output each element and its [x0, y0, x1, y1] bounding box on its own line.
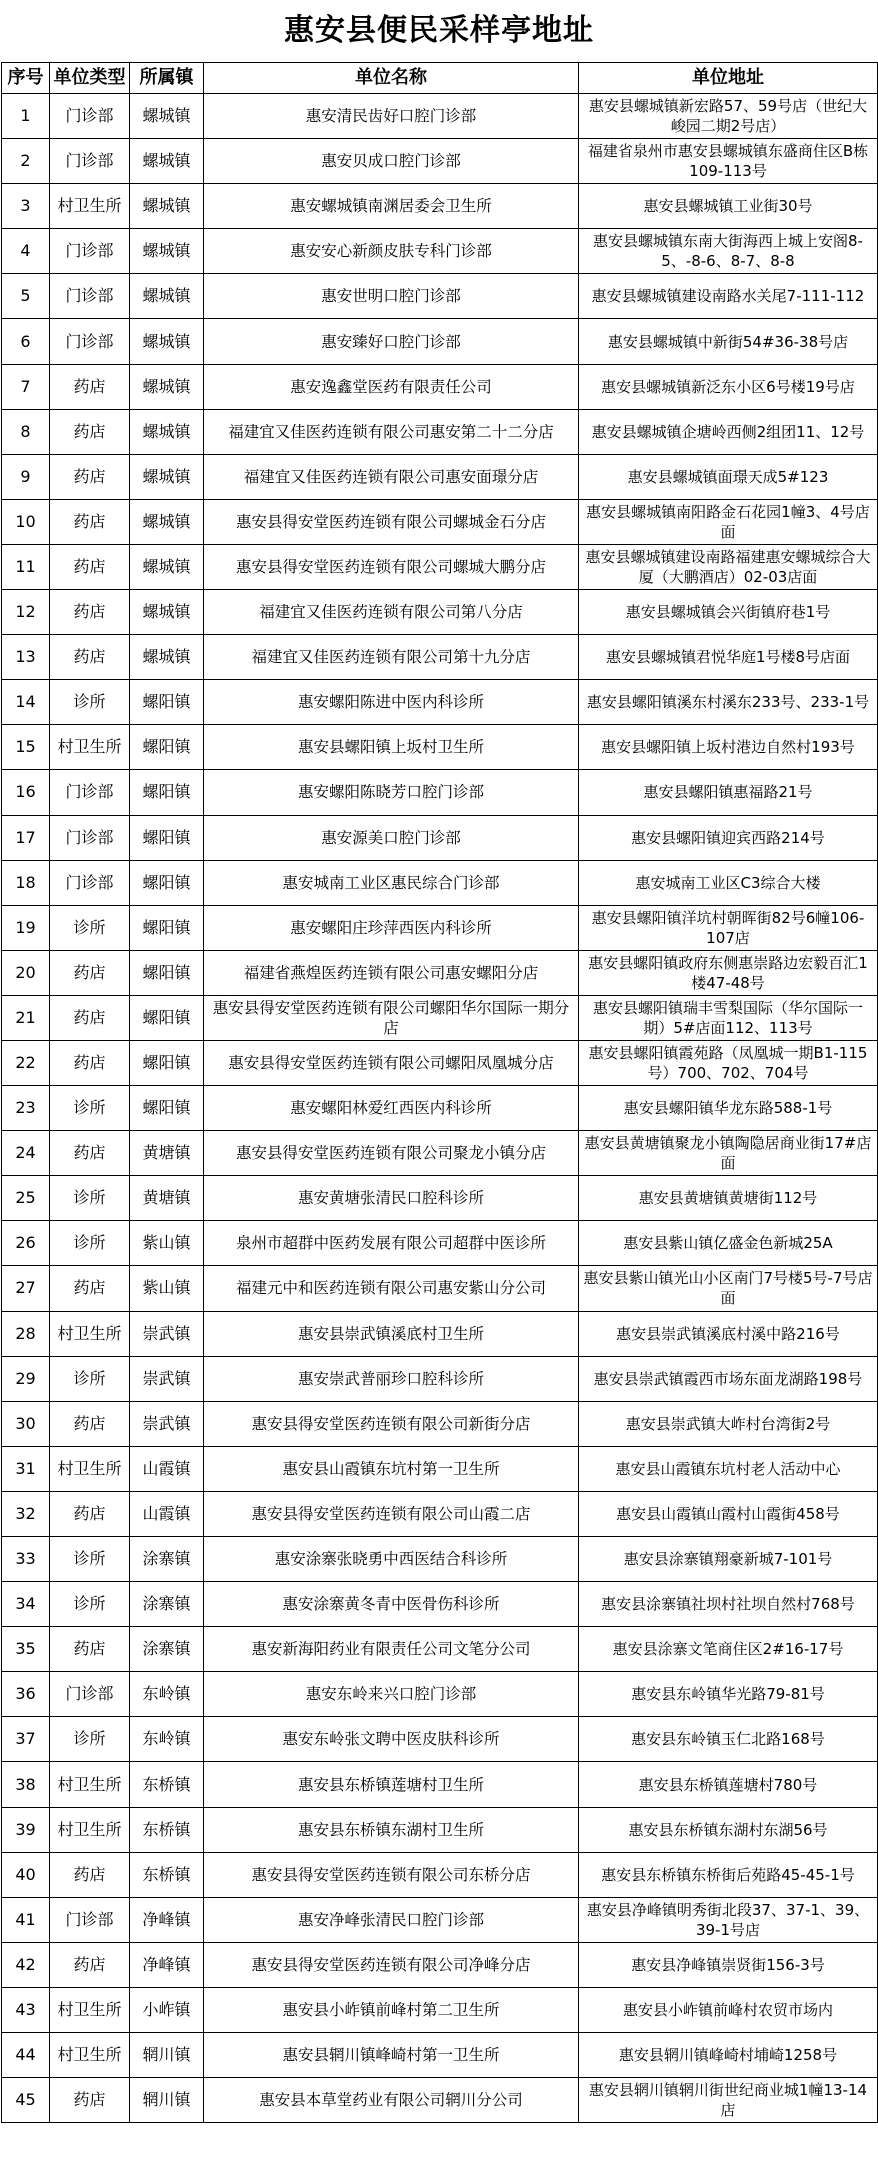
- cell-unit-name: 福建宜又佳医药连锁有限公司第十九分店: [204, 635, 579, 680]
- cell-index: 44: [2, 2033, 50, 2078]
- cell-unit-address: 惠安县螺阳镇溪东村溪东233号、233-1号: [579, 680, 878, 725]
- cell-unit-address: 惠安县螺城镇建设南路福建惠安螺城综合大厦（大鹏酒店）02-03店面: [579, 544, 878, 589]
- table-row: [2, 1582, 878, 1627]
- cell-unit-type: 药店: [50, 499, 130, 544]
- table-row: [2, 499, 878, 544]
- cell-town: 螺城镇: [130, 409, 204, 454]
- cell-town: 螺城镇: [130, 544, 204, 589]
- table-row: [2, 1086, 878, 1131]
- table-row: [2, 1311, 878, 1356]
- cell-town: 螺阳镇: [130, 995, 204, 1040]
- cell-town: 螺阳镇: [130, 1040, 204, 1085]
- cell-unit-type: 药店: [50, 544, 130, 589]
- cell-unit-name: 惠安黄塘张清民口腔科诊所: [204, 1176, 579, 1221]
- cell-index: 13: [2, 635, 50, 680]
- cell-unit-address: 惠安县崇武镇霞西市场东面龙湖路198号: [579, 1356, 878, 1401]
- table-row: [2, 1852, 878, 1897]
- cell-unit-type: 药店: [50, 1401, 130, 1446]
- cell-town: 山霞镇: [130, 1491, 204, 1536]
- cell-town: 螺阳镇: [130, 770, 204, 815]
- cell-unit-address: 惠安县东桥镇莲塘村780号: [579, 1762, 878, 1807]
- cell-unit-name: 惠安县辋川镇峰崎村第一卫生所: [204, 2033, 579, 2078]
- cell-unit-name: 惠安县崇武镇溪底村卫生所: [204, 1311, 579, 1356]
- table-row: [2, 1942, 878, 1987]
- table-row: [2, 1672, 878, 1717]
- table-row: [2, 905, 878, 950]
- cell-unit-type: 村卫生所: [50, 2033, 130, 2078]
- cell-unit-address: 惠安县小岞镇前峰村农贸市场内: [579, 1987, 878, 2032]
- header-town: 所属镇: [130, 63, 204, 94]
- cell-unit-type: 药店: [50, 409, 130, 454]
- cell-unit-type: 门诊部: [50, 94, 130, 139]
- table-row: [2, 1266, 878, 1311]
- cell-unit-address: 惠安县螺阳镇惠福路21号: [579, 770, 878, 815]
- cell-unit-address: 惠安县螺阳镇洋坑村朝晖街82号6幢106-107店: [579, 905, 878, 950]
- cell-index: 17: [2, 815, 50, 860]
- cell-unit-name: 惠安县得安堂医药连锁有限公司螺城大鹏分店: [204, 544, 579, 589]
- cell-town: 螺城镇: [130, 94, 204, 139]
- table-row: [2, 1717, 878, 1762]
- cell-index: 24: [2, 1131, 50, 1176]
- cell-index: 32: [2, 1491, 50, 1536]
- cell-town: 净峰镇: [130, 1897, 204, 1942]
- cell-unit-type: 药店: [50, 1491, 130, 1536]
- cell-unit-type: 诊所: [50, 905, 130, 950]
- cell-unit-type: 门诊部: [50, 860, 130, 905]
- cell-index: 43: [2, 1987, 50, 2032]
- cell-unit-type: 村卫生所: [50, 1762, 130, 1807]
- table-row: [2, 139, 878, 184]
- cell-town: 螺阳镇: [130, 905, 204, 950]
- cell-unit-type: 药店: [50, 454, 130, 499]
- cell-index: 12: [2, 590, 50, 635]
- cell-unit-address: 惠安县崇武镇溪底村溪中路216号: [579, 1311, 878, 1356]
- cell-index: 16: [2, 770, 50, 815]
- cell-unit-address: 惠安县山霞镇东坑村老人活动中心: [579, 1446, 878, 1491]
- cell-unit-address: 惠安县净峰镇明秀街北段37、37-1、39、39-1号店: [579, 1897, 878, 1942]
- cell-unit-name: 惠安县山霞镇东坑村第一卫生所: [204, 1446, 579, 1491]
- cell-town: 东桥镇: [130, 1807, 204, 1852]
- cell-unit-type: 诊所: [50, 1717, 130, 1762]
- cell-index: 10: [2, 499, 50, 544]
- cell-unit-type: 门诊部: [50, 815, 130, 860]
- cell-index: 4: [2, 229, 50, 274]
- cell-unit-address: 惠安县涂寨镇翔豪新城7-101号: [579, 1537, 878, 1582]
- cell-unit-type: 村卫生所: [50, 1311, 130, 1356]
- table-row: [2, 1807, 878, 1852]
- cell-town: 螺阳镇: [130, 860, 204, 905]
- cell-unit-name: 惠安县得安堂医药连锁有限公司东桥分店: [204, 1852, 579, 1897]
- cell-index: 37: [2, 1717, 50, 1762]
- cell-town: 螺城镇: [130, 364, 204, 409]
- cell-town: 东岭镇: [130, 1717, 204, 1762]
- cell-town: 净峰镇: [130, 1942, 204, 1987]
- cell-unit-name: 惠安县得安堂医药连锁有限公司山霞二店: [204, 1491, 579, 1536]
- cell-unit-type: 村卫生所: [50, 1446, 130, 1491]
- cell-town: 螺阳镇: [130, 950, 204, 995]
- cell-index: 21: [2, 995, 50, 1040]
- cell-unit-type: 村卫生所: [50, 725, 130, 770]
- cell-index: 23: [2, 1086, 50, 1131]
- cell-index: 15: [2, 725, 50, 770]
- cell-index: 36: [2, 1672, 50, 1717]
- header-unit-name: 单位名称: [204, 63, 579, 94]
- cell-unit-type: 药店: [50, 364, 130, 409]
- header-index: 序号: [2, 63, 50, 94]
- cell-town: 黄塘镇: [130, 1131, 204, 1176]
- cell-unit-type: 村卫生所: [50, 1807, 130, 1852]
- cell-unit-address: 惠安县东桥镇东桥街后苑路45-45-1号: [579, 1852, 878, 1897]
- cell-town: 螺城镇: [130, 139, 204, 184]
- table-header-row: [2, 63, 878, 94]
- cell-unit-address: 惠安县辋川镇辋川街世纪商业城1幢13-14店: [579, 2078, 878, 2123]
- table-row: [2, 950, 878, 995]
- cell-unit-name: 惠安东岭来兴口腔门诊部: [204, 1672, 579, 1717]
- cell-unit-address: 惠安县螺阳镇华龙东路588-1号: [579, 1086, 878, 1131]
- cell-unit-type: 药店: [50, 2078, 130, 2123]
- cell-town: 山霞镇: [130, 1446, 204, 1491]
- cell-town: 涂寨镇: [130, 1582, 204, 1627]
- cell-unit-type: 门诊部: [50, 1897, 130, 1942]
- cell-town: 螺城镇: [130, 274, 204, 319]
- cell-town: 紫山镇: [130, 1221, 204, 1266]
- cell-unit-type: 诊所: [50, 1086, 130, 1131]
- cell-index: 14: [2, 680, 50, 725]
- cell-unit-type: 门诊部: [50, 139, 130, 184]
- table-row: [2, 454, 878, 499]
- cell-unit-type: 药店: [50, 1131, 130, 1176]
- cell-unit-name: 惠安涂寨黄冬青中医骨伤科诊所: [204, 1582, 579, 1627]
- cell-index: 33: [2, 1537, 50, 1582]
- cell-unit-name: 惠安县得安堂医药连锁有限公司聚龙小镇分店: [204, 1131, 579, 1176]
- table-row: [2, 544, 878, 589]
- cell-town: 螺城镇: [130, 635, 204, 680]
- cell-unit-type: 药店: [50, 590, 130, 635]
- table-row: [2, 184, 878, 229]
- table-row: [2, 1491, 878, 1536]
- cell-town: 辋川镇: [130, 2033, 204, 2078]
- cell-unit-name: 惠安臻好口腔门诊部: [204, 319, 579, 364]
- cell-town: 崇武镇: [130, 1311, 204, 1356]
- cell-unit-address: 惠安县螺城镇君悦华庭1号楼8号店面: [579, 635, 878, 680]
- cell-index: 6: [2, 319, 50, 364]
- cell-unit-address: 福建省泉州市惠安县螺城镇东盛商住区B栋109-113号: [579, 139, 878, 184]
- cell-town: 螺城镇: [130, 499, 204, 544]
- cell-unit-address: 惠安县螺城镇企塘岭西侧2组团11、12号: [579, 409, 878, 454]
- cell-unit-name: 惠安源美口腔门诊部: [204, 815, 579, 860]
- cell-unit-address: 惠安县螺城镇新宏路57、59号店（世纪大峻园二期2号店）: [579, 94, 878, 139]
- table-row: [2, 1987, 878, 2032]
- cell-town: 东桥镇: [130, 1852, 204, 1897]
- cell-index: 2: [2, 139, 50, 184]
- cell-unit-address: 惠安城南工业区C3综合大楼: [579, 860, 878, 905]
- cell-index: 31: [2, 1446, 50, 1491]
- cell-unit-address: 惠安县崇武镇大岞村台湾街2号: [579, 1401, 878, 1446]
- cell-unit-type: 门诊部: [50, 770, 130, 815]
- table-row: [2, 680, 878, 725]
- cell-unit-address: 惠安县螺城镇工业街30号: [579, 184, 878, 229]
- cell-index: 8: [2, 409, 50, 454]
- cell-index: 3: [2, 184, 50, 229]
- cell-index: 41: [2, 1897, 50, 1942]
- cell-unit-address: 惠安县螺城镇建设南路水关尾7-111-112: [579, 274, 878, 319]
- cell-unit-type: 诊所: [50, 1221, 130, 1266]
- cell-unit-type: 诊所: [50, 1582, 130, 1627]
- cell-unit-address: 惠安县螺城镇中新街54#36-38号店: [579, 319, 878, 364]
- cell-unit-address: 惠安县紫山镇亿盛金色新城25A: [579, 1221, 878, 1266]
- cell-unit-type: 药店: [50, 995, 130, 1040]
- cell-index: 22: [2, 1040, 50, 1085]
- table-row: [2, 1401, 878, 1446]
- cell-town: 螺城镇: [130, 590, 204, 635]
- table-row: [2, 860, 878, 905]
- cell-unit-address: 惠安县黄塘镇聚龙小镇陶隐居商业街17#店面: [579, 1131, 878, 1176]
- table-row: [2, 274, 878, 319]
- cell-unit-address: 惠安县东岭镇玉仁北路168号: [579, 1717, 878, 1762]
- cell-unit-name: 惠安县小岞镇前峰村第二卫生所: [204, 1987, 579, 2032]
- cell-unit-name: 惠安县得安堂医药连锁有限公司螺阳华尔国际一期分店: [204, 995, 579, 1040]
- cell-unit-type: 药店: [50, 1852, 130, 1897]
- cell-town: 涂寨镇: [130, 1537, 204, 1582]
- cell-unit-name: 福建宜又佳医药连锁有限公司惠安面璟分店: [204, 454, 579, 499]
- cell-unit-name: 惠安县得安堂医药连锁有限公司新街分店: [204, 1401, 579, 1446]
- cell-index: 30: [2, 1401, 50, 1446]
- cell-unit-address: 惠安县螺城镇东南大街海西上城上安阁8-5、-8-6、8-7、8-8: [579, 229, 878, 274]
- table-row: [2, 94, 878, 139]
- cell-unit-address: 惠安县螺阳镇政府东侧惠崇路边宏毅百汇1楼47-48号: [579, 950, 878, 995]
- cell-town: 东桥镇: [130, 1762, 204, 1807]
- cell-unit-type: 门诊部: [50, 229, 130, 274]
- cell-unit-address: 惠安县涂寨镇社坝村社坝自然村768号: [579, 1582, 878, 1627]
- cell-unit-name: 泉州市超群中医药发展有限公司超群中医诊所: [204, 1221, 579, 1266]
- cell-unit-name: 惠安东岭张文聘中医皮肤科诊所: [204, 1717, 579, 1762]
- cell-unit-name: 福建宜又佳医药连锁有限公司第八分店: [204, 590, 579, 635]
- cell-unit-type: 村卫生所: [50, 184, 130, 229]
- cell-unit-name: 惠安崇武普丽珍口腔科诊所: [204, 1356, 579, 1401]
- cell-unit-name: 惠安逸鑫堂医药有限责任公司: [204, 364, 579, 409]
- cell-unit-name: 惠安县螺阳镇上坂村卫生所: [204, 725, 579, 770]
- table-row: [2, 319, 878, 364]
- cell-index: 26: [2, 1221, 50, 1266]
- cell-index: 18: [2, 860, 50, 905]
- cell-unit-address: 惠安县螺阳镇瑞丰雪梨国际（华尔国际一期）5#店面112、113号: [579, 995, 878, 1040]
- table-row: [2, 1627, 878, 1672]
- table-row: [2, 995, 878, 1040]
- cell-unit-name: 惠安安心新颜皮肤专科门诊部: [204, 229, 579, 274]
- cell-unit-type: 药店: [50, 1266, 130, 1311]
- page-title: 惠安县便民采样亭地址: [284, 13, 594, 48]
- table-row: [2, 1040, 878, 1085]
- cell-town: 崇武镇: [130, 1356, 204, 1401]
- cell-index: 35: [2, 1627, 50, 1672]
- cell-unit-name: 惠安县得安堂医药连锁有限公司螺阳凤凰城分店: [204, 1040, 579, 1085]
- cell-unit-name: 惠安县东桥镇莲塘村卫生所: [204, 1762, 579, 1807]
- cell-unit-address: 惠安县螺阳镇迎宾西路214号: [579, 815, 878, 860]
- cell-index: 5: [2, 274, 50, 319]
- table-row: [2, 815, 878, 860]
- cell-unit-type: 诊所: [50, 1537, 130, 1582]
- cell-unit-address: 惠安县螺阳镇上坂村港边自然村193号: [579, 725, 878, 770]
- cell-index: 19: [2, 905, 50, 950]
- cell-unit-type: 药店: [50, 1627, 130, 1672]
- cell-unit-type: 门诊部: [50, 319, 130, 364]
- cell-unit-name: 惠安净峰张清民口腔门诊部: [204, 1897, 579, 1942]
- cell-unit-address: 惠安县东桥镇东湖村东湖56号: [579, 1807, 878, 1852]
- cell-unit-name: 惠安贝成口腔门诊部: [204, 139, 579, 184]
- cell-unit-address: 惠安县螺城镇南阳路金石花园1幢3、4号店面: [579, 499, 878, 544]
- cell-unit-address: 惠安县东岭镇华光路79-81号: [579, 1672, 878, 1717]
- cell-unit-type: 药店: [50, 1942, 130, 1987]
- header-unit-address: 单位地址: [579, 63, 878, 94]
- cell-index: 45: [2, 2078, 50, 2123]
- cell-index: 34: [2, 1582, 50, 1627]
- table-row: [2, 2033, 878, 2078]
- table-row: [2, 635, 878, 680]
- table-row: [2, 1131, 878, 1176]
- cell-index: 42: [2, 1942, 50, 1987]
- table-row: [2, 590, 878, 635]
- table-row: [2, 1762, 878, 1807]
- cell-unit-name: 惠安县东桥镇东湖村卫生所: [204, 1807, 579, 1852]
- header-unit-type: 单位类型: [50, 63, 130, 94]
- cell-unit-address: 惠安县净峰镇崇贤街156-3号: [579, 1942, 878, 1987]
- cell-unit-name: 惠安螺城镇南渊居委会卫生所: [204, 184, 579, 229]
- cell-town: 螺城镇: [130, 454, 204, 499]
- cell-town: 涂寨镇: [130, 1627, 204, 1672]
- cell-index: 29: [2, 1356, 50, 1401]
- cell-index: 7: [2, 364, 50, 409]
- cell-town: 辋川镇: [130, 2078, 204, 2123]
- cell-unit-name: 惠安县本草堂药业有限公司辋川分公司: [204, 2078, 579, 2123]
- table-row: [2, 770, 878, 815]
- cell-unit-type: 药店: [50, 1040, 130, 1085]
- table-row: [2, 229, 878, 274]
- cell-unit-address: 惠安县紫山镇光山小区南门7号楼5号-7号店面: [579, 1266, 878, 1311]
- table-row: [2, 409, 878, 454]
- cell-unit-name: 福建元中和医药连锁有限公司惠安紫山分公司: [204, 1266, 579, 1311]
- cell-unit-type: 村卫生所: [50, 1987, 130, 2032]
- cell-town: 紫山镇: [130, 1266, 204, 1311]
- cell-unit-address: 惠安县螺阳镇霞苑路（凤凰城一期B1-115号）700、702、704号: [579, 1040, 878, 1085]
- cell-unit-address: 惠安县螺城镇面璟天成5#123: [579, 454, 878, 499]
- table-row: [2, 1897, 878, 1942]
- table-row: [2, 364, 878, 409]
- cell-index: 20: [2, 950, 50, 995]
- cell-unit-name: 福建宜又佳医药连锁有限公司惠安第二十二分店: [204, 409, 579, 454]
- cell-unit-address: 惠安县山霞镇山霞村山霞街458号: [579, 1491, 878, 1536]
- cell-unit-name: 惠安世明口腔门诊部: [204, 274, 579, 319]
- cell-index: 28: [2, 1311, 50, 1356]
- cell-town: 崇武镇: [130, 1401, 204, 1446]
- sampling-booth-table: [1, 62, 878, 2123]
- cell-unit-name: 惠安城南工业区惠民综合门诊部: [204, 860, 579, 905]
- cell-unit-address: 惠安县辋川镇峰崎村埔崎1258号: [579, 2033, 878, 2078]
- cell-town: 螺城镇: [130, 319, 204, 364]
- cell-index: 27: [2, 1266, 50, 1311]
- cell-unit-address: 惠安县黄塘镇黄塘街112号: [579, 1176, 878, 1221]
- cell-town: 螺城镇: [130, 184, 204, 229]
- cell-unit-type: 诊所: [50, 1176, 130, 1221]
- cell-unit-address: 惠安县螺城镇新泛东小区6号楼19号店: [579, 364, 878, 409]
- cell-index: 40: [2, 1852, 50, 1897]
- cell-unit-type: 诊所: [50, 1356, 130, 1401]
- cell-town: 螺阳镇: [130, 725, 204, 770]
- cell-unit-type: 药店: [50, 635, 130, 680]
- cell-town: 螺阳镇: [130, 680, 204, 725]
- table-row: [2, 1446, 878, 1491]
- cell-town: 螺城镇: [130, 229, 204, 274]
- cell-unit-name: 惠安涂寨张晓勇中西医结合科诊所: [204, 1537, 579, 1582]
- cell-unit-type: 门诊部: [50, 1672, 130, 1717]
- cell-town: 黄塘镇: [130, 1176, 204, 1221]
- cell-town: 小岞镇: [130, 1987, 204, 2032]
- cell-unit-name: 福建省燕煌医药连锁有限公司惠安螺阳分店: [204, 950, 579, 995]
- table-row: [2, 1221, 878, 1266]
- cell-index: 39: [2, 1807, 50, 1852]
- cell-index: 11: [2, 544, 50, 589]
- cell-unit-name: 惠安螺阳林爱红西医内科诊所: [204, 1086, 579, 1131]
- cell-town: 螺阳镇: [130, 1086, 204, 1131]
- cell-unit-type: 门诊部: [50, 274, 130, 319]
- cell-town: 东岭镇: [130, 1672, 204, 1717]
- table-row: [2, 1176, 878, 1221]
- cell-unit-name: 惠安清民齿好口腔门诊部: [204, 94, 579, 139]
- cell-town: 螺阳镇: [130, 815, 204, 860]
- cell-unit-address: 惠安县涂寨文笔商住区2#16-17号: [579, 1627, 878, 1672]
- cell-index: 9: [2, 454, 50, 499]
- cell-unit-type: 诊所: [50, 680, 130, 725]
- cell-unit-name: 惠安螺阳陈晓芳口腔门诊部: [204, 770, 579, 815]
- table-row: [2, 725, 878, 770]
- cell-unit-address: 惠安县螺城镇会兴街镇府巷1号: [579, 590, 878, 635]
- cell-unit-name: 惠安螺阳陈进中医内科诊所: [204, 680, 579, 725]
- cell-unit-name: 惠安县得安堂医药连锁有限公司净峰分店: [204, 1942, 579, 1987]
- cell-index: 38: [2, 1762, 50, 1807]
- cell-unit-name: 惠安螺阳庄珍萍西医内科诊所: [204, 905, 579, 950]
- cell-unit-name: 惠安新海阳药业有限责任公司文笔分公司: [204, 1627, 579, 1672]
- table-row: [2, 1537, 878, 1582]
- table-row: [2, 2078, 878, 2123]
- cell-unit-name: 惠安县得安堂医药连锁有限公司螺城金石分店: [204, 499, 579, 544]
- cell-index: 25: [2, 1176, 50, 1221]
- cell-index: 1: [2, 94, 50, 139]
- table-row: [2, 1356, 878, 1401]
- cell-unit-type: 药店: [50, 950, 130, 995]
